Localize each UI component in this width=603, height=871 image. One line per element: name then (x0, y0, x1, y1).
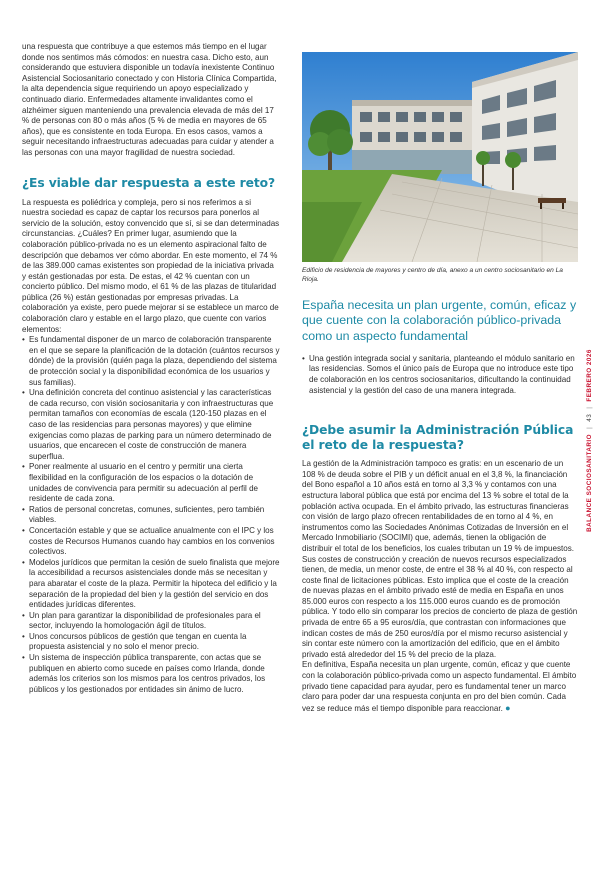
section-heading-administration: ¿Debe asumir la Administración Pública el reto de la respuesta? (302, 423, 574, 453)
residence-building-image (302, 52, 578, 262)
closing-paragraph (302, 660, 578, 714)
pull-quote: España necesita un plan urgente, común, eficaz y que cuente con la colaboración público-privada como un aspecto fundamental (302, 298, 577, 343)
list-item: • Es fundamental disponer de un marco de colaboración transparente en el que se separe la planificación de la dotación (cuántos recursos y dónde) de la provisión (quién paga la plaza, dependiendo del sistema de protección social y la disponibilidad económica de los usuarios y sus familias). (22, 335, 280, 388)
integration-list (302, 354, 578, 396)
list-item: • Una definición concreta del continuo asistencial y las características de cada recurso, con visión sociosanitaria y con infraestructuras que permitan tamaños con economías de escala (120-150 plazas en el caso de las residencias para personas mayores) y que elimine exigencias como plazas de parking para un número determinado de usuarios, que encarecen el coste de construcción de manera superflua. (22, 388, 280, 462)
list-item: • Un sistema de inspección pública transparente, con actas que se publiquen en abierto como sucede en países como Irlanda, donde además los criterios son los mismos para los centros privados, los públicos y los gestionados por entidades sin ánimo de lucro. (22, 653, 280, 695)
list-item: • Una gestión integrada social y sanitaria, planteando el módulo sanitario en las residencias. Somos el único país de Europa que no introduce este tipo de colaboración en los centros sociosanitarios, dificultando la continuidad asistencial y la gestión del caso de una manera integrada. (302, 354, 578, 396)
list-item: • Modelos jurídicos que permitan la cesión de suelo finalista que mejore la accesibilidad a recursos asistenciales donde más se necesitan y para abaratar el coste de la plaza. Permitir la hipoteca del edificio y la separación de la propiedad del bien y la gestión del servicio en dos entidades jurídicas diferentes. (22, 558, 280, 611)
intro-paragraph: una respuesta que contribuye a que estemos más tiempo en el lugar donde nos sentimos más cómodos: en nuestra casa. Dicho esto, aun considerando que estuviera disponible un todavía inexistente Continuo Asistencial Sociosanitario conectado y con Historia Clínica Compartida, la alta dependencia sigue requiriendo un apoyo especializado y continuado diario. Enfermedades altamente invalidantes como el alzhéimer siguen manteniendo una prevalencia elevada de más del 17 % de personas con 80 o más años (5 % de media en mayores de 65 años), que es consistente en toda Europa. En esos casos, vamos a seguir necesitando infraestructuras adecuadas para cuidar y atender a las personas con una mayor fragilidad de nuestra sociedad. (22, 42, 277, 157)
section-label: BALANCE SOCIOSANITARIO (585, 433, 593, 532)
page-sidebar (583, 320, 595, 560)
right-column (302, 52, 578, 714)
end-mark-icon: ● (505, 702, 511, 713)
left-column (22, 42, 280, 695)
list-item: • Ratios de personal concretas, comunes, suficientes, pero también viables. (22, 505, 280, 526)
issue-date: FEBRERO 2026 (585, 348, 593, 402)
body-paragraph: La gestión de la Administración tampoco es gratis: en un escenario de un 108 % de deuda sobre el PIB y un déficit anual en el 3,8 %, la financiación del Bono español a 10 años está en torno al 3,3 % y contamos con una estructura laboral pública que está por encima del 13 % sobre el total de la población activa ocupada. En el ámbito privado, las estructuras financieras con visión de largo plazo ofrecen rentabilidades de en torno al 4 %, en instrumentos como las Sociedades Anónimas Cotizadas de Inversión en el Mercado Inmobiliario (SOCIMI) que, además, tienen la obligación de distribuir el total de los beneficios, los cuales tributan un 19 % de impuestos. Sus costes de construcción y creación de nuevos recursos especializados tienen, de media, un menor coste, de entre el 38 % al 40 %, con respecto al coste final de licitaciones públicas. Esto implica que el coste de la creación de nuevas plazas en el ámbito privado esté de media en España en unos 85.000 euros con respecto a los 115.000 euros cuando es de promoción pública. Y todo ello sin comparar los precios de concierto de plaza de gestión privada de entre 65 a 95 euros/día, que contrastan con informaciones que indican costes de más de 250 euros/día por el mismo recurso asistencial y sin contar este número con la amortización del edificio, que en el ámbito privado está alrededor del 15 % del precio de la plaza. (302, 459, 578, 659)
photo-caption: Edificio de residencia de mayores y centro de día, anexo a un centro sociosanitario en La Rioja. (302, 267, 563, 283)
list-item: • Un plan para garantizar la disponibilidad de profesionales para el sector, incluyendo la homologación ágil de títulos. (22, 611, 280, 632)
list-item: • Poner realmente al usuario en el centro y permitir una cierta flexibilidad en la configuración de los espacios o la dotación de unidades de convivencia para permitir su adecuación al perfil de residente de cada zona. (22, 462, 280, 504)
requirements-list (22, 335, 280, 695)
building-photo (302, 52, 578, 262)
separator: | (585, 406, 593, 409)
separator: | (585, 426, 593, 429)
closing-text: En definitiva, España necesita un plan urgente, común, eficaz y que cuente con la colaboración público-privada como un aspecto fundamental. El ámbito privado tiene capacidad para ayudar, pero es fundamental tener un marco claro para poder dar una respuesta conjunta en pro del bien común. Cada vez se reduce más el tiempo disponible para reaccionar. (302, 660, 577, 713)
page-number: 43 (585, 413, 593, 422)
list-item: • Concertación estable y que se actualice anualmente con el IPC y los costes de Recursos Humanos cuando hay cambios en los convenios colectivos. (22, 526, 280, 558)
section-heading-viability: ¿Es viable dar respuesta a este reto? (22, 175, 276, 190)
list-item: • Unos concursos públicos de gestión que tengan en cuenta la propuesta asistencial y no solo el menor precio. (22, 632, 280, 653)
body-paragraph: La respuesta es poliédrica y compleja, pero si nos referimos a si nuestra sociedad es capaz de captar los recursos para ponerlos al servicio de la solución, estoy convencido que sí, si se dan determinadas circunstancias. ¿Cuáles? En primer lugar, asumiendo que la colaboración público-privada no es un elemento aspiracional falto de descripción que debamos ver cómo abordar. En este momento, el 74 % de las 389.000 camas existentes son propiedad de la iniciativa privada y están gestionadas por esta. De estas, el 42 % cuentan con un concierto público. Del mismo modo, el 61 % de las plazas de titularidad pública (26 %) están gestionadas por empresas privadas. La colaboración ya existe, pero puede mejorar si se establece un marco de colaboración claro y estable en el largo plazo, que cuente con varios elementos: (22, 197, 280, 334)
